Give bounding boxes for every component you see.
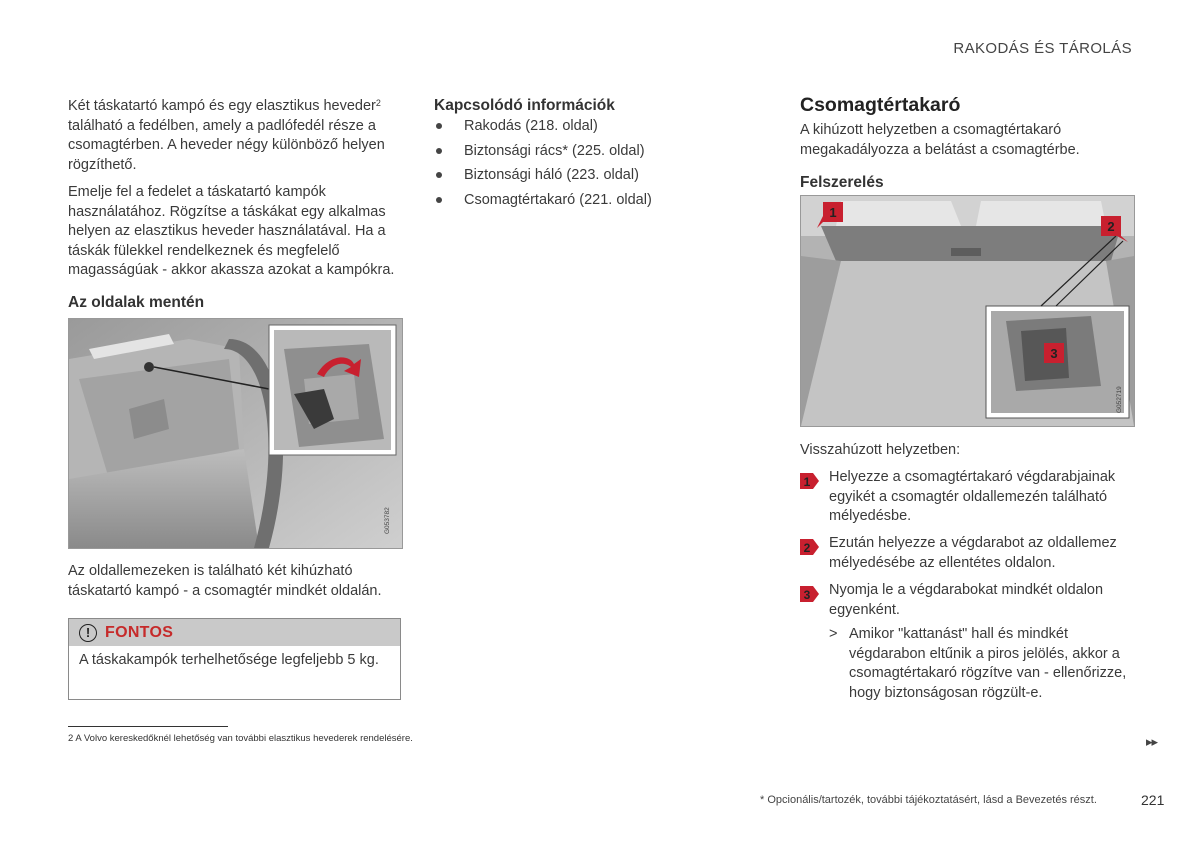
cargo-cover-heading: Csomagtértakaró	[800, 94, 961, 116]
step-1-text: Helyezze a csomagtértakaró végdarabjainak egyikét a csomagtér oldallemezén található mélyedésbe.	[829, 469, 1116, 524]
step-2-marker	[800, 537, 820, 557]
svg-text:1: 1	[803, 475, 811, 489]
footnote-text: A Volvo kereskedőknél lehetőség van további elasztikus hevederek rendelésére.	[75, 733, 413, 744]
related-link[interactable]: Biztonsági háló (223. oldal)	[434, 163, 754, 188]
notice-title: FONTOS	[105, 623, 174, 641]
step-2-text: Ezután helyezze a végdarabot az oldallemez mélyedésébe az ellentétes oldalon.	[829, 535, 1117, 571]
cargo-cover-drawing	[801, 196, 1134, 426]
bullet-icon	[436, 123, 442, 129]
cargo-cover-illustration	[800, 195, 1135, 427]
related-link[interactable]: Rakodás (218. oldal)	[434, 114, 754, 139]
related-link[interactable]: Csomagtértakaró (221. oldal)	[434, 188, 754, 213]
subheading-sides: Az oldalak mentén	[68, 294, 205, 311]
side-hooks-drawing	[69, 319, 402, 548]
svg-text:2: 2	[1107, 219, 1115, 234]
bullet-icon	[436, 148, 442, 154]
side-hooks-caption: Az oldallemezeken is található két kihúzható táskatartó kampó - a csomagtér mindkét oldalán.	[68, 563, 382, 599]
intro-text-start: Két táskatartó kampó és egy elasztikus heveder	[68, 98, 376, 114]
next-page-icon[interactable]: ▸▸	[1146, 734, 1158, 749]
result-marker: >	[829, 626, 838, 642]
related-link[interactable]: Biztonsági rács* (225. oldal)	[434, 139, 754, 164]
footnote-divider	[68, 726, 228, 727]
marker-3	[1044, 343, 1064, 363]
step-3-text: Nyomja le a végdarabokat mindkét oldalon egyenként.	[829, 582, 1104, 618]
related-info-list	[434, 114, 754, 212]
usage-paragraph: Emelje fel a fedelet a táskatartó kampók használatához. Rögzítse a táskákat egy alkalmas helyen az elasztikus heveder használatával. Ha a táskák fülekkel rendelkeznek és megfelelő magasságúak - akkor akassza azokat a kampókra.	[68, 184, 395, 278]
intro-paragraph	[68, 97, 398, 175]
footnote	[68, 733, 413, 744]
notice-text: A táskakampók terhelhetősége legfeljebb 5 kg.	[79, 652, 379, 668]
image-id: G052719	[1116, 386, 1123, 413]
exclamation-icon: !	[79, 624, 97, 642]
important-notice	[68, 618, 401, 700]
optional-note: * Opcionális/tartozék, további tájékoztatásért, lásd a Bevezetés részt.	[760, 794, 1097, 806]
cargo-cover-intro: A kihúzott helyzetben a csomagtértakaró megakadályozza a belátást a csomagtérbe.	[800, 122, 1080, 158]
installation-subheading: Felszerelés	[800, 174, 884, 191]
image-id: G053782	[384, 507, 391, 534]
step-1-marker	[800, 471, 820, 491]
section-title: RAKODÁS ÉS TÁROLÁS	[953, 40, 1132, 57]
intro-text-end: található a fedélben, amely a padlófedél része a csomagtérben. A heveder négy különböző helyen rögzíthető.	[68, 117, 385, 173]
footnote-number: 2	[68, 733, 74, 744]
retracted-position-lead: Visszahúzott helyzetben:	[800, 442, 961, 458]
bullet-icon	[436, 197, 442, 203]
page-number: 221	[1141, 792, 1165, 808]
footnote-ref[interactable]: 2	[375, 98, 381, 108]
side-hooks-illustration	[68, 318, 403, 549]
result-text: Amikor "kattanást" hall és mindkét végdarabon eltűnik a piros jelölés, akkor a csomagtértakaró rögzítve van - ellenőrizze, hogy biztonságosan rögzült-e.	[849, 626, 1127, 701]
svg-text:1: 1	[829, 205, 837, 220]
notice-header	[69, 619, 400, 646]
svg-text:3: 3	[1050, 346, 1058, 361]
step-3-marker	[800, 584, 820, 604]
related-info-heading: Kapcsolódó információk	[434, 97, 615, 114]
svg-text:3: 3	[803, 588, 811, 602]
svg-text:2: 2	[803, 541, 811, 555]
bullet-icon	[436, 172, 442, 178]
